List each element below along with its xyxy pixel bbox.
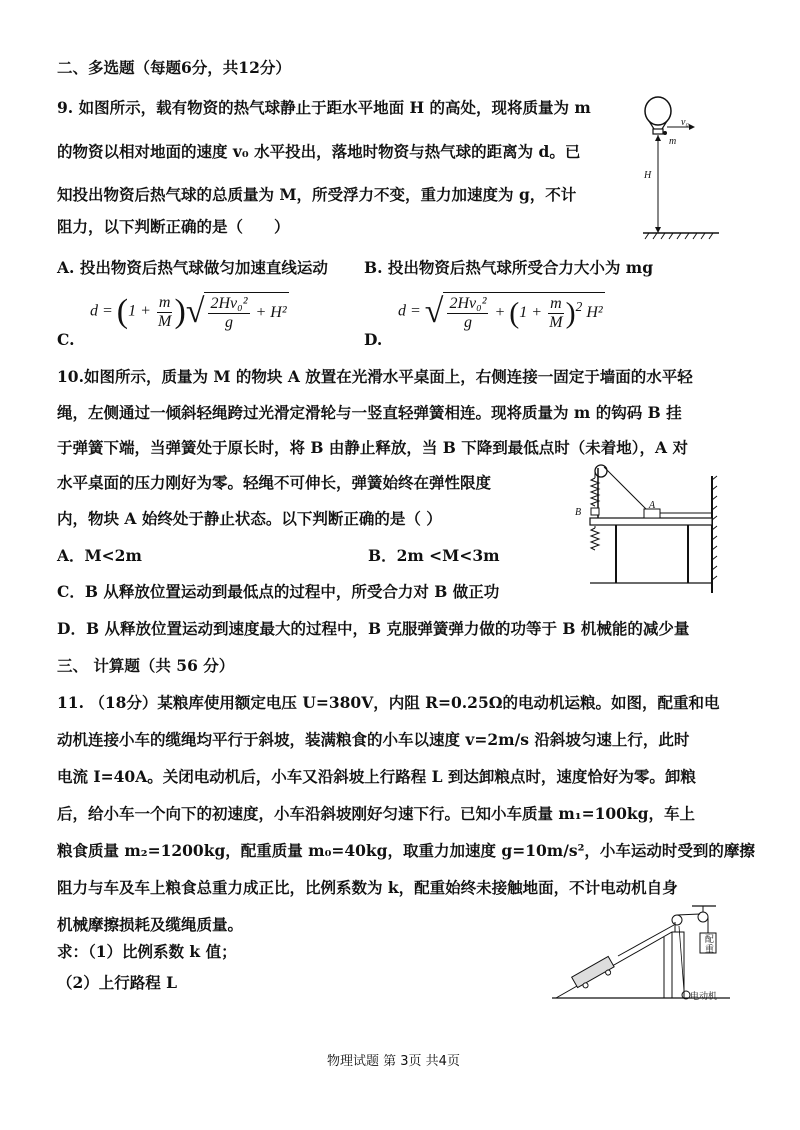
q9-option-c-formula: d = (1 + $\frac{m}{M}$ )√ $\frac{\text{2Hv₀²}}{g}$ + H² xyxy=(90,293,287,331)
mass-label: m xyxy=(669,136,677,147)
section-title-multi-choice: 二、多选题（每题6分，共12分） xyxy=(57,58,291,77)
q10-line1: 10.如图所示，质量为 M 的物块 A 放置在光滑水平桌面上，右侧连接一固定于墙面的水平轻 xyxy=(57,367,693,386)
q11-line5: 粮食质量 m₂=1200kg，配重质量 m₀=40kg，取重力加速度 g=10m/s²，小车运动时受到的摩擦 xyxy=(57,841,755,860)
q11-line7: 机械摩擦损耗及缆绳质量。 xyxy=(57,915,244,934)
velocity-label: v₀ xyxy=(681,117,689,128)
q10-line5: 内，物块 A 始终处于静止状态。以下判断正确的是（ ） xyxy=(57,509,442,528)
hook-b-label: B xyxy=(575,507,582,518)
slope-pulley xyxy=(672,915,682,925)
q9-option-d-label: D. xyxy=(364,330,383,349)
q9-line1: 9. 如图所示，载有物资的热气球静止于距水平地面 H 的高处，现将质量为 m xyxy=(57,98,591,117)
q9-line3: 知投出物资后热气球的总质量为 M，所受浮力不变，重力加速度为 g，不计 xyxy=(57,185,577,204)
section-title-calculation: 三、 计算题（共 56 分） xyxy=(57,656,235,675)
q11-ask-2: （2）上行路程 L xyxy=(57,973,178,992)
q9-option-d-formula: d = √ $\frac{\text{2Hv₀²}}{g}$ + (1 + $\frac{m}{M}$ )$^2$ H² xyxy=(398,293,603,331)
q9-line2: 的物资以相对地面的速度 v₀ 水平投出，落地时物资与热气球的距离为 d。已 xyxy=(57,142,581,161)
q10-option-c: C．B 从释放位置运动到最低点的过程中，所受合力对 B 做正功 xyxy=(57,582,500,601)
q10-option-d: D．B 从释放位置运动到速度最大的过程中，B 克服弹簧弹力做的功等于 B 机械能的减少量 xyxy=(57,619,690,638)
q9-option-a: A. 投出物资后热气球做匀加速直线运动 xyxy=(57,258,328,277)
q11-line2: 动机连接小车的缆绳均平行于斜坡，装满粮食的小车以速度 v=2m/s 沿斜坡匀速上行，此时 xyxy=(57,730,690,749)
q11-line3: 电流 I=40A。关闭电动机后，小车又沿斜坡上行路程 L 到达卸粮点时，速度恰好为零。卸粮 xyxy=(57,767,696,786)
q9-line4: 阻力，以下判断正确的是（ ） xyxy=(57,217,290,236)
motor-label: 电动机 xyxy=(690,992,718,1002)
height-label: H xyxy=(644,170,652,181)
block-a-label: A xyxy=(649,500,656,511)
top-pulley xyxy=(698,912,708,922)
q9-option-b: B. 投出物资后热气球所受合力大小为 mg xyxy=(364,258,654,277)
pulley xyxy=(595,465,607,477)
page-footer: 物理试题 第 3页 共4页 xyxy=(327,1054,460,1069)
cargo-mass xyxy=(663,131,667,135)
table-pulley-diagram xyxy=(570,458,718,593)
counterweight-label: 配重 xyxy=(705,935,715,955)
q10-line4: 水平桌面的压力刚好为零。轻绳不可伸长，弹簧始终在弹性限度 xyxy=(57,473,492,492)
q11-ask-1: 求：（1）比例系数 k 值； xyxy=(57,942,237,961)
q10-option-b: B．2m <M<3m xyxy=(368,546,500,565)
q9-option-c-label: C. xyxy=(57,330,75,349)
q11-line6: 阻力与车及车上粮食总重力成正比，比例系数为 k，配重始终未接触地面，不计电动机自身 xyxy=(57,878,678,897)
q10-option-a: A．M<2m xyxy=(57,546,142,565)
balloon-envelope xyxy=(645,97,671,125)
q10-line2: 绳，左侧通过一倾斜轻绳跨过光滑定滑轮与一竖直轻弹簧相连。现将质量为 m 的钩码 B 挂 xyxy=(57,403,682,422)
q11-line4: 后，给小车一个向下的初速度，小车沿斜坡刚好匀速下行。已知小车质量 m₁=100kg，车上 xyxy=(57,804,696,823)
q10-line3: 于弹簧下端，当弹簧处于原长时，将 B 由静止释放，当 B 下降到最低点时（未着地），A 对 xyxy=(57,438,688,457)
q11-line1: 11. （18分）某粮库使用额定电压 U=380V，内阻 R=0.25Ω的电动机运粮。如图，配重和电 xyxy=(57,693,720,712)
